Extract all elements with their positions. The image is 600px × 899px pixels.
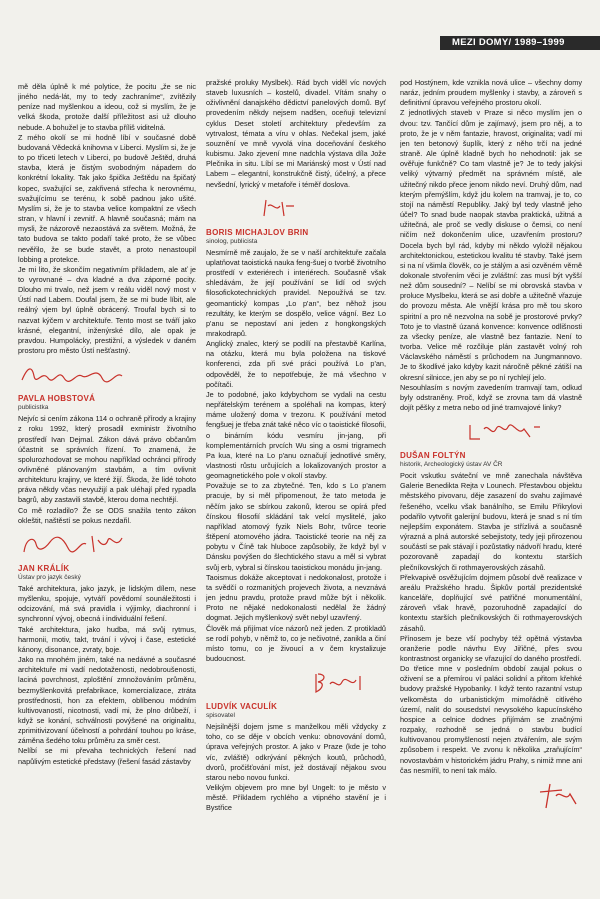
paragraph: Nesmírně mě zaujalo, že se v naší architektuře začala uplatňovat taoistická nauka feng-šuej o tvorbě životního prostředí v exteriérech i interiérech. Současně však shledávám, že její používání se lidí od svých filosofickotechnických pravidel. Nepoužívá se tzv. geomantický kompas „Lo p'an“, bez něhož jsou rezultáty, ke kterým se dospělo, velice vágní. Bez Lo p'anu se nepostaví ani jeden z hongkongských mrakodrapů. [206, 247, 386, 338]
signature-pavla-hobstova [18, 532, 196, 556]
paragraph: Taoismus dokáže akceptovat i nedokonalost, protože i ta svědčí o rozmanitých projevech života, a nevznává jen jednu pravdu, protože pravd může být i několik. Proto ne nějaké nedokonalosti nedělal že žádný dogmat. Jejich myšlenkový svět nebyl uzavřený. [206, 572, 386, 623]
paragraph: Velikým objevem pro mne byl Ungelt: to je město v městě. Příkladem rychlého a vtipného stavění je i Bystřice [206, 783, 386, 813]
paragraph: pražské proluky Myslbek). Rád bych viděl víc nových staveb luxusních – kostelů, divadel. Vítám snahy o oživlivnění danajského dědictví panelových domů. Byť provedením někdy nejsem nadšen, oceňuji televizní cyklus Deset století architektury především za vytrvalost, témata a víru v ohlas. Nečekal jsem, jaké souznění ve mně vyvolá vína doceňování českého kubismu. Jako zjevení mne nadchla výstava díla Jože Plečnika in situ. Líbí se mi Mariánský most v Ústí nad Labem – elegantní, konstrukčně čistý, účelný, a přece nevšední, lyrický v metafoře i téměř doslova. [206, 78, 386, 189]
paragraph: Nejsilnější dojem jsme s manželkou měli vždycky z toho, co se děje v obcích venku: obnovování domů, úprava veřejných prostor. A jako v Praze (kde je toho víc, zvláště) odkrývání pěkných koutů, průchodů, dvorů, pročišťování míst, jež dostávají nějakou svou starou nebo novou funkci. [206, 722, 386, 782]
paragraph: Považuje se to za zbytečné. Ten, kdo s Lo p'anem pracuje, by si měl připomenout, že tato metoda je něčím jako se sbírkou zakonů, kterou se opírá před čínskou filosofií skládání tak velcí myslitelé, jako například atomový fyzik Niels Bohr, tvůrce teorie štěpení atomového jádra. Taoistické teorie na něj za pobytu v Číně tak hluboce zapůsobily, že když byl v Dánsku povýšen do šlechtického stavu a měl si vybrat svůj erb, vybral si čínskou taoistickou monádu jin-jang. [206, 481, 386, 572]
author-role: Ústav pro jazyk český [18, 573, 81, 581]
signature-rudolf-hrabe [18, 362, 196, 386]
paragraph: Co mě rozladilo? Že se ODS snažila tento zákon okleštit, naštěstí se pokus nezdařil. [18, 505, 196, 525]
column-1 [18, 82, 196, 767]
author-role: historik, Archeologický ústav AV ČR [400, 461, 503, 469]
paragraph: Je to podobné, jako kdybychom se vydali na cestu nepřátelským terénem a spoléhali na kompas, který máme uložený doma v trezoru. K používání metod fengšuej je třeba znát také něco víc o taoistické filosofii, o binárním kódu vesmíru jin-jang, při komplementárních prvcích Wu sing a osmi trigramech Pa kua, které na Lo p'anu označují jednotlivé směry, vlastnosti růstu určujících a lokalizovaných prostor a geomagnetického pole v okolí stavby. [206, 389, 386, 481]
author-role: publicistka [18, 404, 49, 412]
paragraph: Do třetice mne v posledním období zaujal pokus o oživení se a přemírou ví paláci solidní a přitom křehké budovy pražské Hypobanky. I když tento razantní vstup velkoměsta do urbanistickým mimořádně citlivého území, nalit do sousedství nevysokého kapucínského hospice a celnice dodnes přijímám se značnými rozpaky, rozhodně se jedná o stavbu budící kultivovanou promyšleností nejen ztvářením, ale svým způsobem i respekt. Ve zvonu k několika „zraňujícím“ novostavbám v historickém jádru Prahy, s nimiž mne ani čas nesmířil, to není tak málo. [400, 664, 582, 775]
author-name: BORIS MICHAJLOV BRIN [206, 227, 309, 237]
paragraph: Z mého okolí se mi hodně líbí v současné době budovaná Vědecká knihovna v Liberci. Myslím si, že je to po třiceti letech v Liberci, po budově Ještěd, druhá stavba, která je čistým svobodným nápadem do konkrétní lokality. Tak jako špička Ještědu na špičatý kopec, svažující se, zakřivená střecha k nerovnému, svažujícímu se terénu, k sobě padnou jako ušité. Myslím si, že je to stavba velice kompaktní ze všech stran, v hlavní i zevnitř. A hlavně současná; mám na mysli, že názorově nezaostává za světem. Možná, že tato budova se takto podaří také proto, že se vůbec nevěřilo, že se bude stavět, a proto nenastoupil lobbing a protekce. [18, 132, 196, 264]
paragraph: Je mi lito, že skončím negativním příkladem, ale ať je to vyrovnané – dva kladné a dva záporné pocity. Dlouho mi trvalo, než jsem v reálu viděl nový most v Ústí nad Labem. Doufal jsem, že se mi bude líbit, ale reálný vjem byl úplně obrácený. Troufal bych si to nazvat kýčem v architektuře. Tento most se tváří jako krásné, elegantní, inženýrské dílo, ale opak je pravdou. Humpolácky, prestižní, a výsledek v daném prostoru pro město Ústí nešťastný. [18, 264, 196, 356]
author-name: DUŠAN FOLTÝN [400, 451, 466, 461]
column-2 [206, 78, 386, 814]
paragraph: Jako na mnohém jiném, také na nedávné a současné architektuře mi vadí nedotaženosti, nedobroušenosti, laciná povrchnost, zploštění zmnožováním průměru, bezmyšlenkovitá prefabrikace, komercializace, ztráta prostřednosti, hon za efektem, oblíbenou módním kultivovaností, nicotnosti, vadí mi, že plno drůbeží, i když se konání, schválnosti povýšené na originalitu, zprimitivizovaní účelností a pohrdání touhou po kráse, záměna šedého toku průměru za směr cest. [18, 655, 196, 746]
paragraph: Nejvíc si cením zákona 114 o ochraně přírody a krajiny z roku 1992, který prosadil exministr životního prostředí Ivan Dejmal. Zákon dává právo občanům účastnit se správních řízení. To znamená, že spolurozhodovat se mohou například ochránci přírody ovlivněné plánovaným stavbám, a tím ovlivnit architekturu krajiny, ve které žijí. Škoda, že lidé tohoto práva někdy včas nevyužijí a pak uléhají před rypadla bagrů, aby zastavili stavbě, kterou doma nechtějí. [18, 414, 196, 505]
column-3 [400, 78, 582, 810]
paragraph: Z jednotlivých staveb v Praze si něco myslím jen o dvou: tzv. Tančící dům je zajímavý, jsem pro něj, a to proto, že je v něm fantazie, hravost, originalita; vadí mi jen ten betonový šuplík, který z něho trčí na jedné straně. Ale úplně kladně bych ho nehodnotil: jak se ověřuje funkčně? Co tam vlastně je? Je to tedy jakýsi veliký výtvarný předmět na správném místě, ale užitečný nikdo přece jenom nikdo neví. Druhý dům, nad kterým přemýšlím, když jdu kolem na tramvaj, je to, co stojí na náměstí Republiky. Jaký byl tedy vlastně jeho účel? To snad bude naopak stavba praktická, užitná a užitečná, ale proč se vedly diskuse o čemsi, co není ničím než dokončením ulice, uzavřením prostoru? Docela bych byl rád, kdyby mi někdo vyložil nějakou architektonickou, estetickou kvalitu té stavby. Také jsem si na ní všimla člověk, co je stálým a asi ozvěném věrně dokonale stvořením věci je zvláštní: zas musí být vyšší než dům sousední? – Nelíbí se mi obrovská stavba v proluce Myslbeku, která se asi dobře a užitečně vřazuje do provozu města. Ale vnější krása pro mě tou skoro spiritní a pro ně nezvolna na sobě je prostorové prvky? Toto je to vlastně úzaná konvence: konvence odlišnosti za všecky peníze, ale vlastně bez fantazie. Není to tvorba. Velice mě rozčiluje plán zastavět volný roh Václavského náměstí s průchodem na Jungmannovo. Je to škodlivé jako kdyby kazit náročně pěkné zátiší na okresní silnicce, jen aby se po ní rychlejí jelo. [400, 108, 582, 382]
paragraph: Anglický znalec, který se podílí na přestavbě Karlína, na otázku, která mu byla položena na tiskové konferenci, zda při své práci používá Lo p'an, odpověděl, že to nepotřebuje, že má všechno v počítači. [206, 339, 386, 389]
paragraph: Také architektura, jako jazyk, je lidským dílem, nese myšlenku, spojuje, vytváří povědomí sounáležitosti i odcizování, má svá pravidla i výjimky, diachronní i synchronní vývoj, obecná i individuální řešení. [18, 583, 196, 624]
section-header: MEZI DOMY/ 1989–1999 [452, 37, 565, 48]
signature-ludvik-vaculik [400, 419, 582, 443]
paragraph: Nesouhlasím s novým zavedením tramvají tam, odkud byly odstraněny. Proč, když se zrovna tam dá vlastně dojít pěšky z metra nebo od jiné tramvajové linky? [400, 382, 582, 412]
signature-dusan-foltyn [400, 782, 582, 806]
paragraph: pod Hostýnem, kde vznikla nová ulice – všechny domy naráz, jedním proudem myšlenky i stavby, a zároveň s definitivní úpravou veřejného prostoru okolí. [400, 78, 582, 108]
paragraph: Nelíbí se mi převaha technických řešení nad napůlivým estetické představy (řešení fasád zástavby [18, 746, 196, 766]
paragraph: Člověk má přijímat více názorů než jeden. Z protikladů se rodí pohyb, v němž to, co je nečivotné, zanikla a činí místo tomu, co je živoucí a v čem krystalizuje budoucnost. [206, 623, 386, 663]
author-role: spisovatel [206, 712, 235, 720]
signature-jan-kralik [206, 196, 386, 220]
paragraph: mě děla úplně k mé polytice, že pocitu „že se nic jiného nedá-lát, my to tedy zachraníme“, zvítězily peníze nad myšlenkou a ideou, což si myslím, že je velká škoda, protože další příležitost asi už dlouho nebude. A bohužel je to stavba příliš viditelná. [18, 82, 196, 132]
signature-boris-brin [206, 670, 386, 694]
paragraph: Také architektura, jako hudba, má svůj rytmus, harmonii, motiv, takt, trvání i vývoj i čase, estetické kánony, disonance, zvraty, boje. [18, 624, 196, 654]
paragraph: Přínosem je beze vší pochyby též opětná výstavba oranžerie podle návrhu Evy Jiřičné, přes svou kontrastnost organicky se vřazující do daného prostředí. [400, 633, 582, 663]
author-name: LUDVÍK VACULÍK [206, 702, 278, 712]
paragraph: Překvapivě osvěžujícím dojmem působí dvě realizace v areálu Pražského hradu. Šipkův portál prezidentské kanceláře, doplňující své patřičné monumentální, zároveň však hravě, pozoruhodně zapadající do kontextu starších plečníkovských či rothmayerovských zásahů. [400, 572, 582, 633]
author-role: sinolog, publicista [206, 237, 258, 245]
paragraph: Pocit vskutku sváteční ve mně zanechala návštěva Galerie Benedikta Rejta v Lounech. Přestavbou objektu městského pivovaru, děje zasazení do svahu zajímavé řešeného, vcelku však banálního, se Emilu Přikrylovi podařilo vytvořit galerijní budovu, která je snad s ní tím nejlepším exponátem. Stavba je střízlivá a současně výrazná a plná autorské sebejistoty, tedy jeji přirozenou součástí se pak stávají i pozůstatky nádvoří hradu, které pozorovaně zapadají do kontextu starších plečníkovských či rothmayerovských zásahů. [400, 471, 582, 572]
author-name: PAVLA HOBSTOVÁ [18, 394, 96, 404]
author-name: JAN KRÁLÍK [18, 563, 70, 573]
